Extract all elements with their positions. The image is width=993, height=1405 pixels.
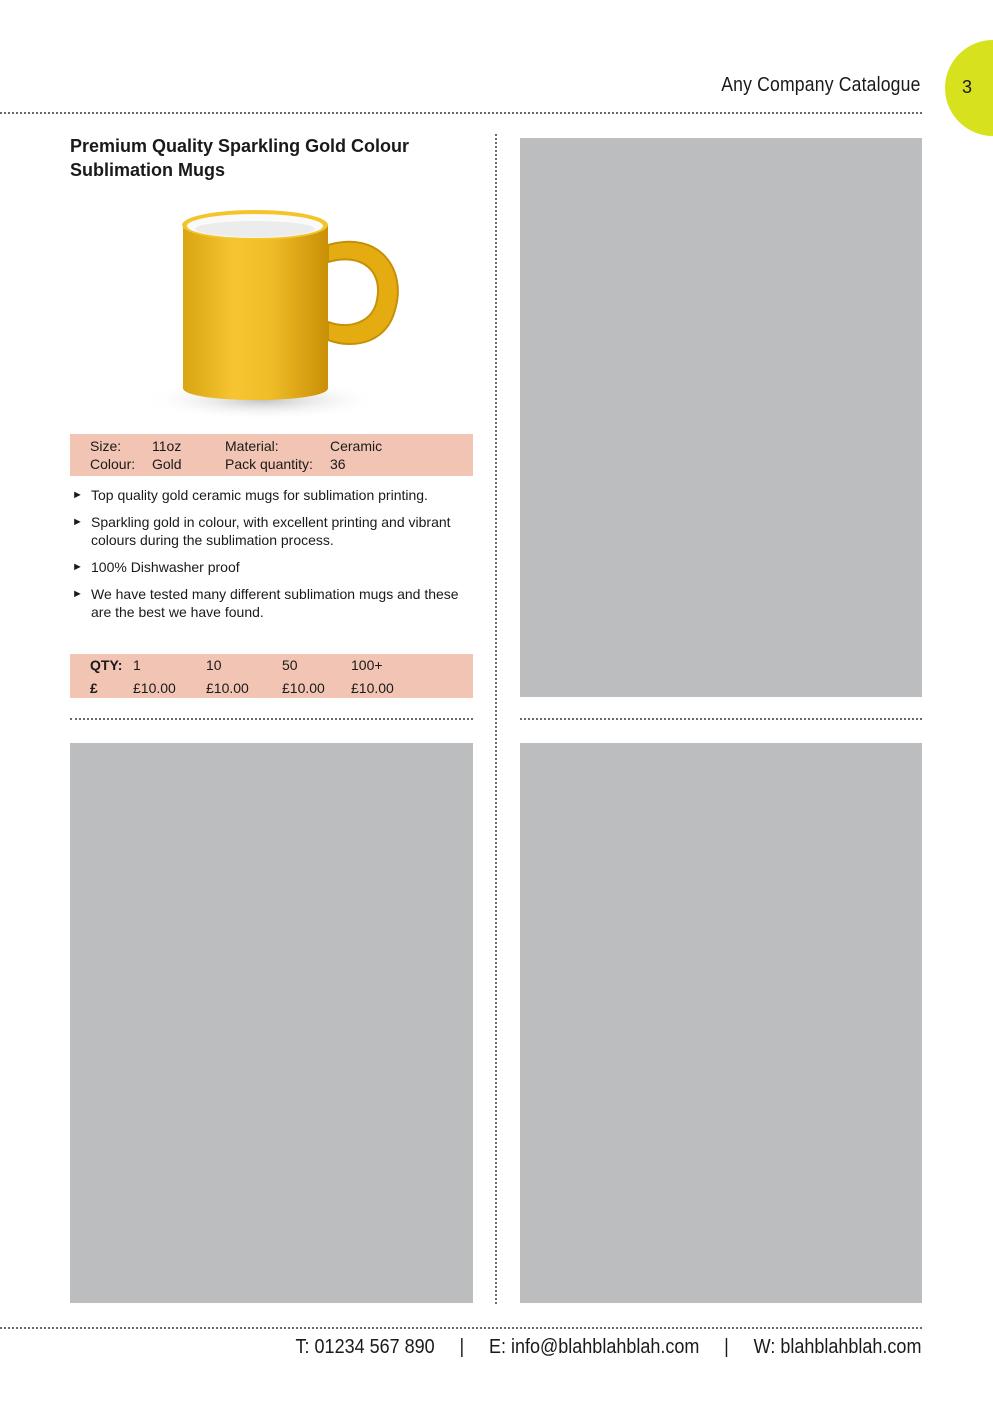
colour-value: Gold [152,456,182,472]
catalogue-title: Any Company Catalogue [721,74,921,96]
email-address: E: info@blahblahblah.com [488,1336,699,1358]
feature-list [72,486,472,630]
material-label: Material: [225,438,279,454]
product-title-line-2: Sublimation Mugs [70,160,225,180]
page-number: 3 [962,77,973,97]
feature-item [72,585,472,621]
column-divider [495,134,497,1304]
product-title [70,134,470,182]
qty-value: 100+ [351,657,383,673]
feature-text: Top quality gold ceramic mugs for sublimation printing. [91,487,428,503]
price-value: £10.00 [133,680,176,696]
footer-separator: | [459,1336,464,1358]
arrow-bullet-icon: ► [72,516,83,528]
qty-value: 50 [282,657,298,673]
qty-label: QTY: [90,657,123,673]
contact-footer [295,1336,921,1359]
feature-text: We have tested many different sublimation mugs and these are the best we have found. [91,586,459,620]
feature-item [72,486,472,504]
pack-quantity-label: Pack quantity: [225,456,313,472]
feature-item [72,513,472,549]
feature-text: 100% Dishwasher proof [91,559,240,575]
footer-separator: | [723,1336,729,1358]
placeholder-panel-bottom-right [520,743,922,1303]
spec-box [70,434,473,476]
material-value: Ceramic [330,438,383,454]
placeholder-panel-bottom-left [70,743,473,1303]
size-label: Size: [90,438,122,454]
colour-label: Colour: [90,456,136,472]
section-divider-left [70,718,473,720]
qty-value: 10 [206,657,222,673]
price-value: £10.00 [282,680,325,696]
arrow-bullet-icon: ► [72,561,83,573]
placeholder-panel-top-right [520,138,922,697]
section-divider-right [520,718,922,720]
arrow-bullet-icon: ► [72,489,83,501]
price-label: £ [90,680,98,696]
price-box [70,654,473,698]
product-title-line-1: Premium Quality Sparkling Gold Colour [70,136,410,156]
size-value: 11oz [152,438,182,454]
website-address: W: blahblahblah.com [753,1336,921,1358]
phone-number: T: 01234 567 890 [295,1336,435,1358]
price-value: £10.00 [351,680,394,696]
gold-mug-icon [145,190,405,425]
feature-text: Sparkling gold in colour, with excellent printing and vibrant colours during the sublimation process. [91,514,451,548]
header-divider [0,112,922,114]
qty-value: 1 [133,657,141,673]
arrow-bullet-icon: ► [72,588,83,600]
pack-quantity-value: 36 [330,456,346,472]
feature-item [72,558,472,576]
price-value: £10.00 [206,680,249,696]
footer-divider [0,1327,922,1329]
